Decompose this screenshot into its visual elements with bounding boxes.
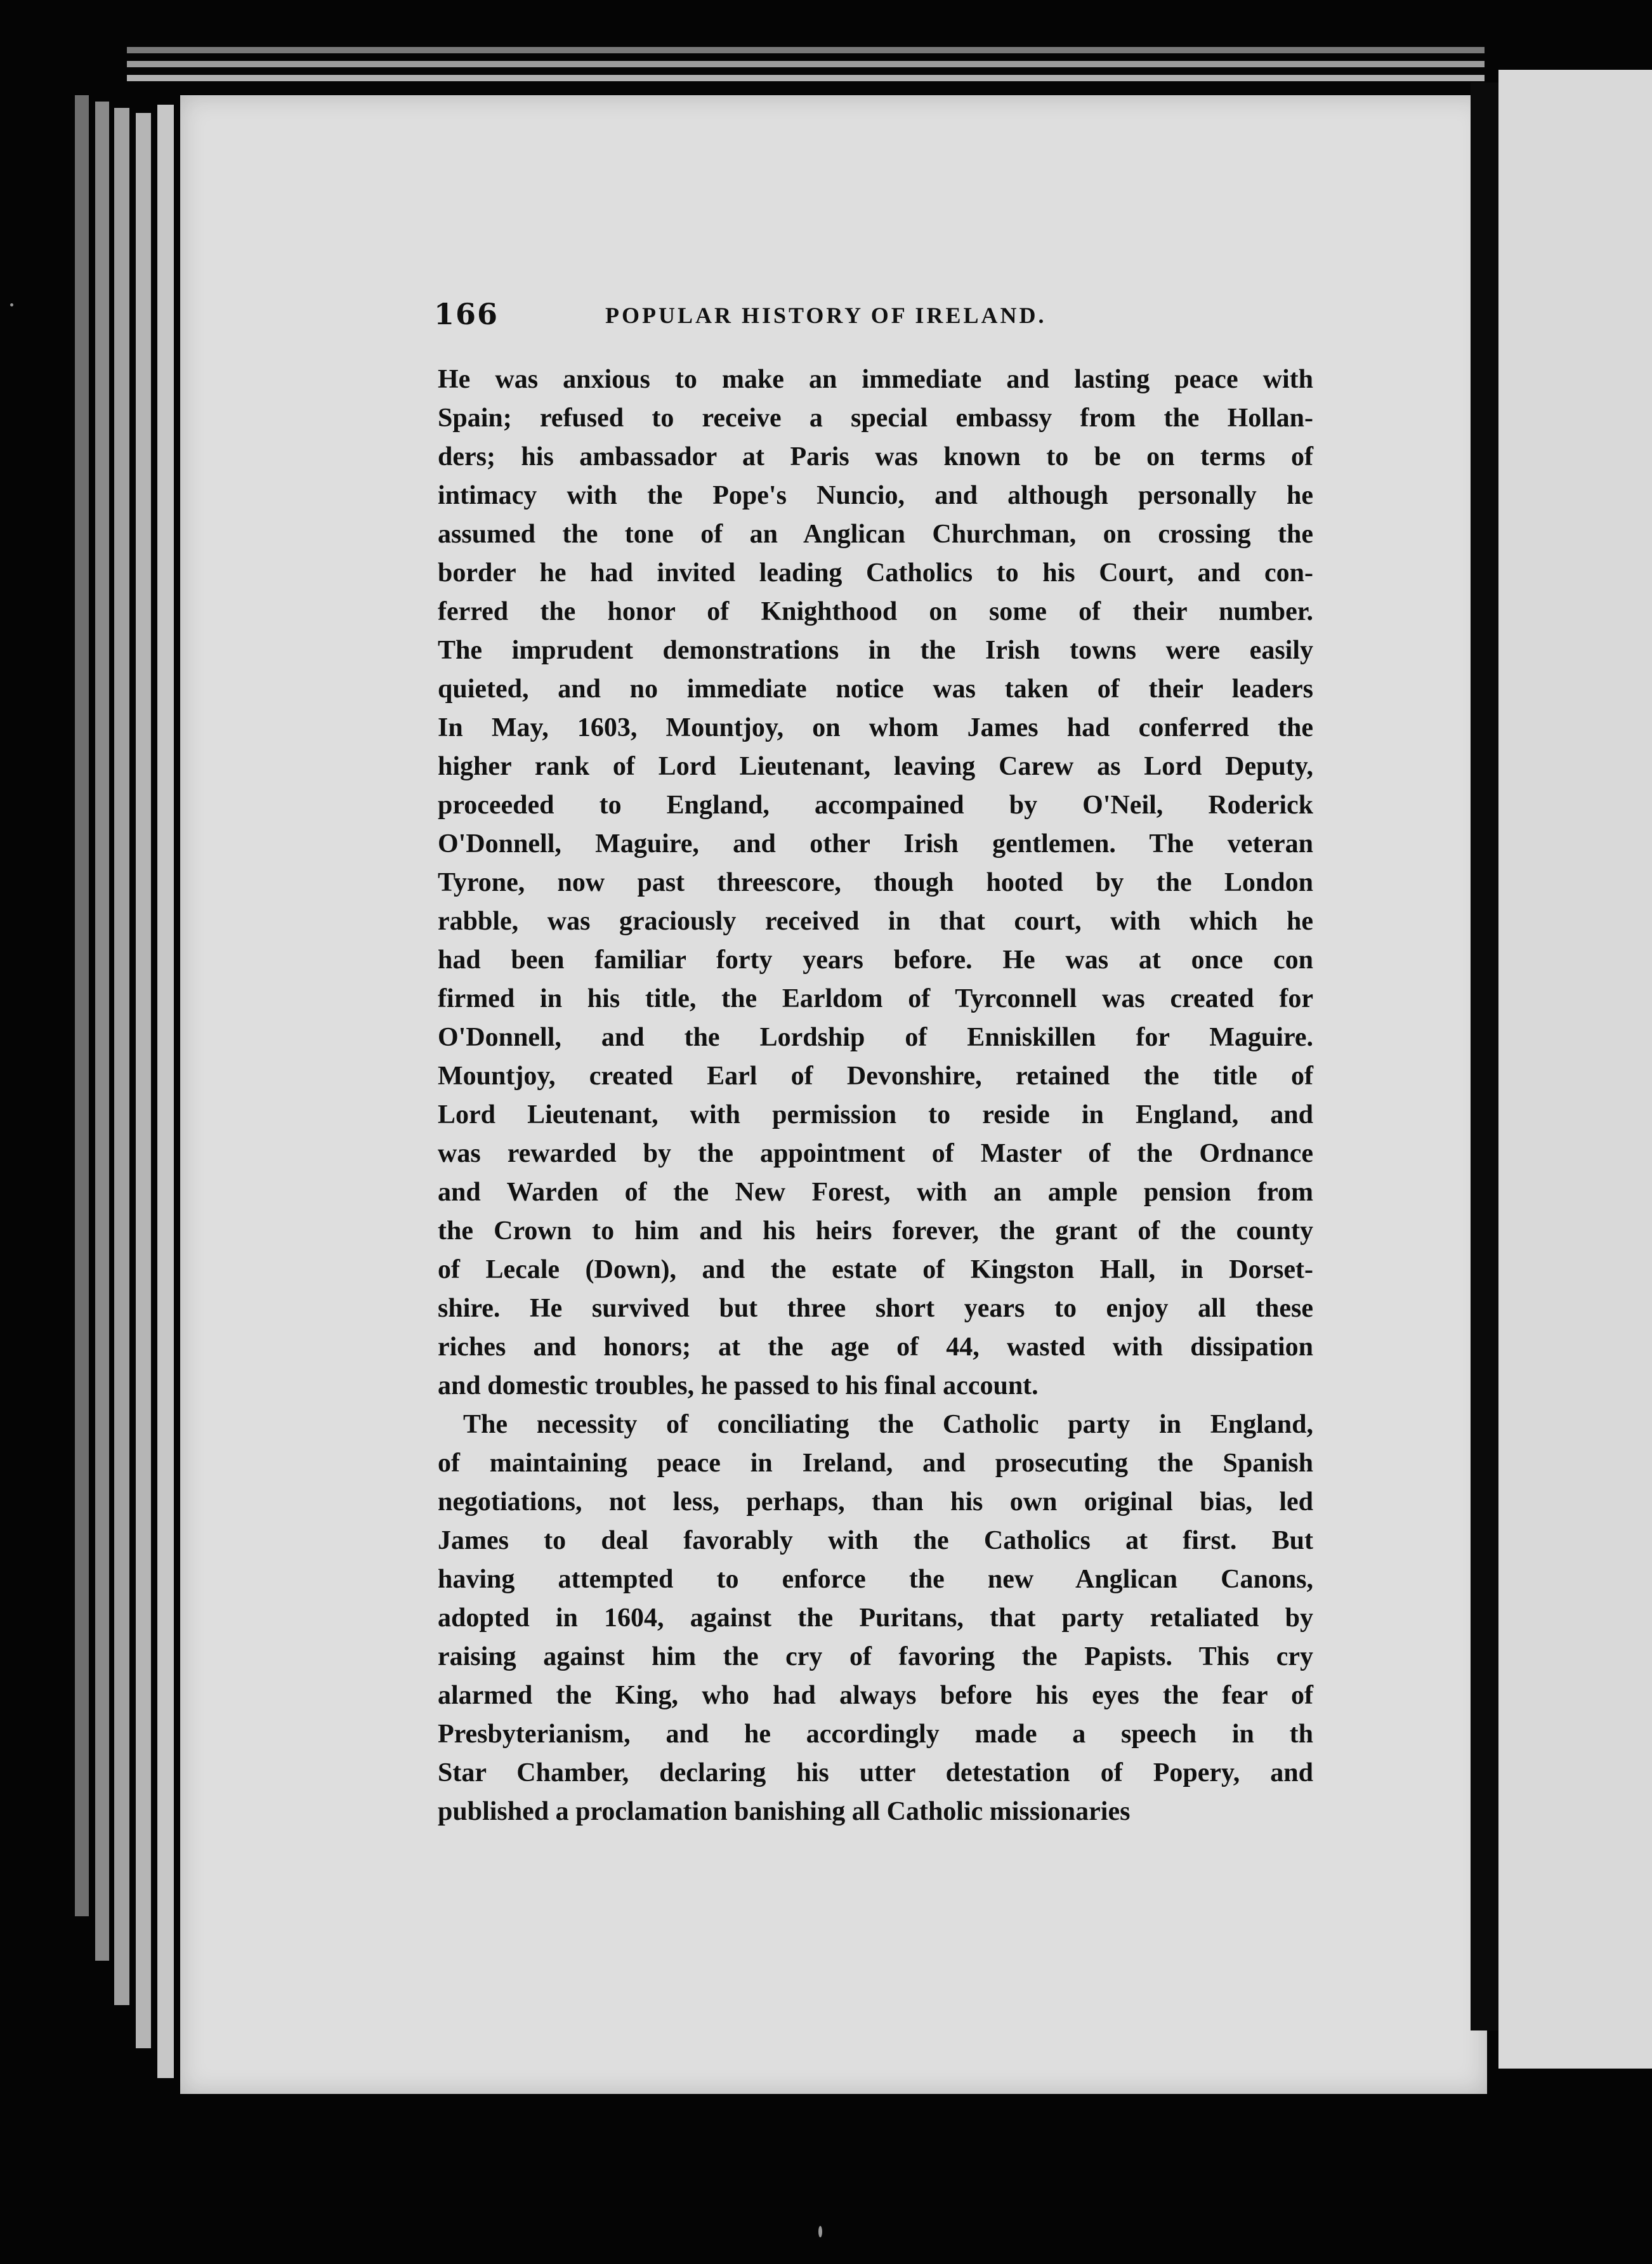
text-line: having attempted to enforce the new Anglican Canons, [438,1565,1313,1594]
page-number: 166 [434,297,499,331]
text-line: border he had invited leading Catholics to his Court, and con- [438,558,1313,588]
text-line: ders; his ambassador at Paris was known to be on terms of [438,442,1313,471]
text-line: rabble, was graciously received in that court, with which he [438,907,1313,936]
text-line: James to deal favorably with the Catholics at first. But [438,1526,1313,1555]
text-line: and domestic troubles, he passed to his final account. [438,1371,1039,1400]
body-text [438,360,1313,1831]
text-line: of maintaining peace in Ireland, and prosecuting the Spanish [438,1449,1313,1478]
text-line: the Crown to him and his heirs forever, the grant of the county [438,1216,1313,1246]
text-line: firmed in his title, the Earldom of Tyrconnell was created for [438,984,1313,1013]
binding-band [127,61,1485,67]
text-line: Mountjoy, created Earl of Devonshire, retained the title of [438,1062,1313,1091]
text-line: of Lecale (Down), and the estate of Kingston Hall, in Dorset- [438,1255,1313,1284]
text-line: and Warden of the New Forest, with an ample pension from [438,1178,1313,1207]
page-edge [136,113,151,2048]
book-gutter [1471,82,1498,2030]
text-line: assumed the tone of an Anglican Churchman, on crossing the [438,520,1313,549]
film-speck [818,2226,822,2237]
text-line: quieted, and no immediate notice was taken of their leaders [438,675,1313,704]
text-line: adopted in 1604, against the Puritans, that party retaliated by [438,1603,1313,1633]
binding-band [127,75,1485,81]
paragraph [438,1405,1313,1831]
text-line: proceeded to England, accompained by O'Neil, Roderick [438,791,1313,820]
text-line: had been familiar forty years before. He was at once con [438,945,1313,975]
text-line: In May, 1603, Mountjoy, on whom James had conferred the [438,713,1313,742]
page-edge [157,105,174,2078]
film-speck [10,303,13,306]
text-line: Presbyterianism, and he accordingly made a speech in th [438,1720,1313,1749]
text-line: The imprudent demonstrations in the Irish towns were easily [438,636,1313,665]
text-line: He was anxious to make an immediate and lasting peace with [438,365,1313,394]
page-edge [95,102,109,1961]
text-line: negotiations, not less, perhaps, than his own original bias, led [438,1487,1313,1517]
text-line: Lord Lieutenant, with permission to reside in England, and [438,1100,1313,1129]
text-line: Spain; refused to receive a special embassy from the Hollan- [438,404,1313,433]
page-edge [114,108,129,2005]
text-line: raising against him the cry of favoring the Papists. This cry [438,1642,1313,1671]
text-line: higher rank of Lord Lieutenant, leaving Carew as Lord Deputy, [438,752,1313,781]
running-head: POPULAR HISTORY OF IRELAND. [605,303,1047,328]
paragraph [438,360,1313,1405]
text-line: intimacy with the Pope's Nuncio, and although personally he [438,481,1313,510]
text-line: Star Chamber, declaring his utter detestation of Popery, and [438,1758,1313,1787]
page-edge [75,95,89,1916]
binding-band [127,47,1485,53]
text-line: published a proclamation banishing all Catholic missionaries [438,1797,1131,1826]
text-line: O'Donnell, and the Lordship of Enniskillen for Maguire. [438,1023,1313,1052]
text-line: alarmed the King, who had always before his eyes the fear of [438,1681,1313,1710]
text-line: Tyrone, now past threescore, though hooted by the London [438,868,1313,897]
text-line: O'Donnell, Maguire, and other Irish gentlemen. The veteran [438,829,1313,859]
text-line: was rewarded by the appointment of Master of the Ordnance [438,1139,1313,1168]
facing-page [1498,70,1652,2069]
text-line: ferred the honor of Knighthood on some of their number. [438,597,1313,626]
text-line: shire. He survived but three short years to enjoy all these [438,1294,1313,1323]
page-header [434,297,1322,335]
text-line: The necessity of conciliating the Catholic party in England, [463,1410,1313,1439]
text-line: riches and honors; at the age of 44, wasted with dissipation [438,1333,1313,1362]
